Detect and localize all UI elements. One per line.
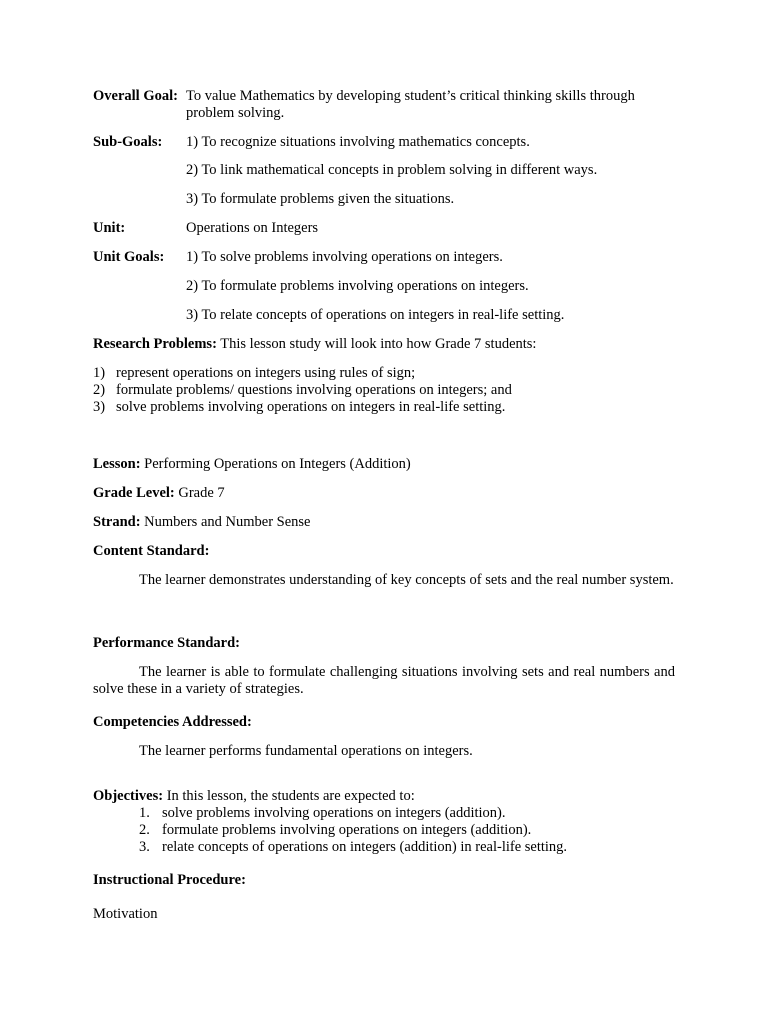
performance-standard-heading: Performance Standard:	[93, 635, 240, 651]
objectives	[93, 788, 675, 805]
unit-goals	[93, 249, 675, 266]
strand-label: Strand:	[93, 514, 141, 530]
list-item: 1. solve problems involving operations on integers (addition).	[139, 805, 506, 821]
unit-goal-item: 1) To solve problems involving operations on integers.	[186, 249, 503, 265]
objectives-list	[93, 805, 675, 856]
grade-level-text: Grade 7	[178, 485, 225, 501]
motivation-heading: Motivation	[93, 906, 158, 922]
overall-goal-text: To value Mathematics by developing student’s critical thinking skills through problem solving.	[186, 88, 635, 121]
list-item: 1) represent operations on integers using rules of sign;	[93, 365, 416, 381]
overall-goal-label: Overall Goal:	[93, 88, 178, 104]
lesson	[93, 456, 675, 473]
content-standard-heading: Content Standard:	[93, 543, 210, 559]
research-problems-list	[93, 365, 675, 416]
overall-goal	[93, 88, 675, 122]
research-problems-label: Research Problems:	[93, 336, 217, 352]
sub-goals-label: Sub-Goals:	[93, 134, 163, 150]
sub-goal-item: 3) To formulate problems given the situations.	[186, 191, 455, 207]
list-item: 2. formulate problems involving operations on integers (addition).	[139, 822, 532, 838]
sub-goal-item: 1) To recognize situations involving mathematics concepts.	[186, 134, 530, 150]
unit-label: Unit:	[93, 220, 126, 236]
objectives-text: In this lesson, the students are expected to:	[166, 788, 415, 804]
unit-goals-label: Unit Goals:	[93, 249, 165, 265]
strand-text: Numbers and Number Sense	[144, 514, 311, 530]
grade-level	[93, 485, 675, 502]
objectives-label: Objectives:	[93, 788, 164, 804]
research-problems-text: This lesson study will look into how Grade 7 students:	[220, 336, 537, 352]
content-standard-text: The learner demonstrates understanding of key concepts of sets and the real number system.	[139, 572, 674, 588]
performance-standard-text: The learner is able to formulate challenging situations involving sets and real numbers and solve these in a variety of strategies.	[93, 664, 675, 697]
grade-level-label: Grade Level:	[93, 485, 175, 501]
sub-goal-item: 2) To link mathematical concepts in problem solving in different ways.	[186, 162, 598, 178]
unit-goal-item: 3) To relate concepts of operations on integers in real-life setting.	[186, 307, 565, 323]
sub-goals	[93, 134, 675, 151]
instructional-procedure-heading: Instructional Procedure:	[93, 872, 246, 888]
competencies-text: The learner performs fundamental operations on integers.	[139, 743, 473, 759]
unit	[93, 220, 675, 237]
lesson-label: Lesson:	[93, 456, 141, 472]
unit-goal-item: 2) To formulate problems involving operations on integers.	[186, 278, 529, 294]
strand	[93, 514, 675, 531]
list-item: 3. relate concepts of operations on integers (addition) in real-life setting.	[139, 839, 568, 855]
lesson-text: Performing Operations on Integers (Addition)	[144, 456, 411, 472]
competencies-heading: Competencies Addressed:	[93, 714, 252, 730]
unit-text: Operations on Integers	[186, 220, 319, 236]
list-item: 2) formulate problems/ questions involving operations on integers; and	[93, 382, 512, 398]
list-item: 3) solve problems involving operations on integers in real-life setting.	[93, 399, 506, 415]
research-problems	[93, 336, 675, 353]
